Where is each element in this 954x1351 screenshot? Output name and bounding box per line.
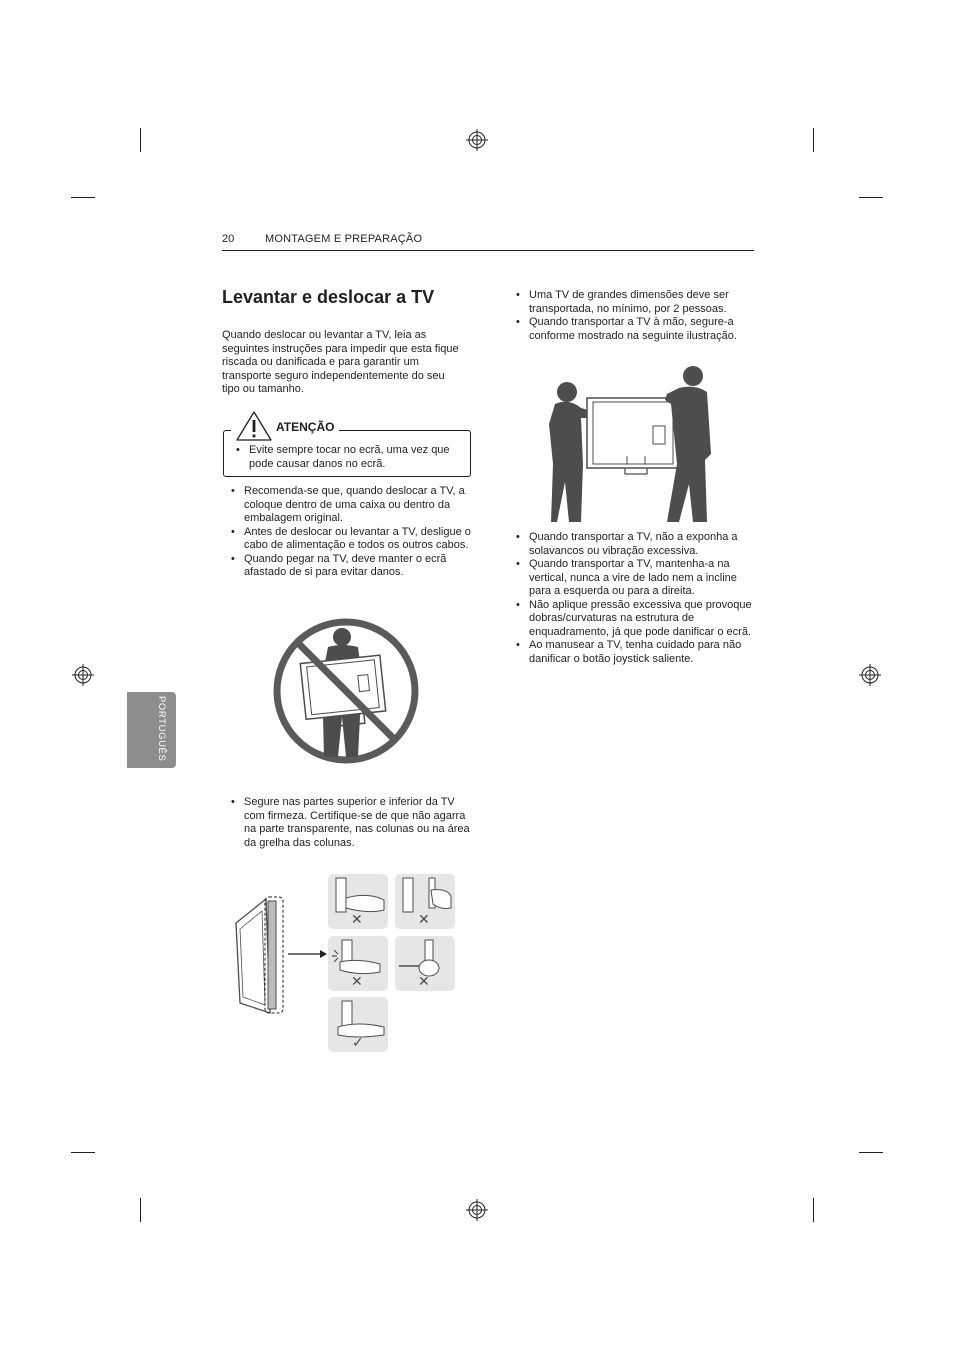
wrong-mark-icon: ✕ bbox=[351, 973, 363, 989]
grip-panel-wrong bbox=[395, 874, 455, 929]
list-item: • Uma TV de grandes dimensões deve ser transportada, no mínimo, por 2 pessoas. bbox=[507, 289, 752, 316]
list-item: • Quando pegar na TV, deve manter o ecrã afastado de si para evitar danos. bbox=[222, 553, 472, 580]
caution-label: ATENÇÃO bbox=[276, 420, 335, 434]
two-person-carry-illustration bbox=[547, 364, 715, 524]
section-title: MONTAGEM E PREPARAÇÃO bbox=[265, 233, 423, 245]
registration-mark-icon bbox=[466, 1199, 488, 1221]
list-item: • Ao manusear a TV, tenha cuidado para não danificar o botão joystick saliente. bbox=[507, 639, 752, 666]
registration-mark-icon bbox=[72, 664, 94, 686]
grip-panel-wrong bbox=[328, 936, 388, 991]
caution-list bbox=[227, 444, 463, 471]
tv-side-view-illustration bbox=[232, 893, 292, 1018]
grip-panel-wrong bbox=[328, 874, 388, 929]
crop-mark bbox=[813, 1198, 814, 1222]
grip-panel-wrong bbox=[395, 936, 455, 991]
list-item: • Quando transportar a TV à mão, segure-a conforme mostrado na seguinte ilustração. bbox=[507, 316, 752, 343]
crop-mark bbox=[140, 128, 141, 152]
intro-paragraph: Quando deslocar ou levantar a TV, leia as seguintes instruções para impedir que esta fique riscada ou danificada e para garantir um transporte seguro independentemente do seu tipo ou tamanho. bbox=[222, 329, 459, 395]
crop-mark bbox=[71, 197, 95, 198]
wrong-mark-icon: ✕ bbox=[418, 973, 430, 989]
correct-mark-icon: ✓ bbox=[352, 1034, 364, 1050]
crop-mark bbox=[813, 128, 814, 152]
language-tab-label: PORTUGUÊS bbox=[156, 696, 167, 762]
left-bullet-list bbox=[222, 485, 472, 580]
grip-panel-correct bbox=[328, 997, 388, 1052]
list-item: • Antes de deslocar ou levantar a TV, desligue o cabo de alimentação e todos os outros cabos. bbox=[222, 526, 472, 553]
list-item: • Quando transportar a TV, mantenha-a na vertical, nunca a vire de lado nem a incline para a esquerda ou para a direita. bbox=[507, 558, 752, 599]
wrong-mark-icon: ✕ bbox=[418, 911, 430, 927]
warning-icon bbox=[235, 410, 273, 442]
caution-item: • Evite sempre tocar no ecrã, uma vez que pode causar danos no ecrã. bbox=[227, 444, 463, 471]
crop-mark bbox=[71, 1152, 95, 1153]
right-bullet-list-top bbox=[507, 289, 752, 343]
header-divider bbox=[222, 250, 754, 251]
language-tab bbox=[127, 692, 176, 768]
left-bullet-list-2 bbox=[222, 796, 472, 850]
list-item: • Segure nas partes superior e inferior da TV com firmeza. Certifique-se de que não agarra na parte transparente, nas colunas ou na área da grelha das colunas. bbox=[222, 796, 472, 850]
crop-mark bbox=[859, 1152, 883, 1153]
page-title: Levantar e deslocar a TV bbox=[222, 287, 435, 307]
arrow-right-icon bbox=[288, 948, 328, 960]
registration-mark-icon bbox=[859, 664, 881, 686]
list-item: • Recomenda-se que, quando deslocar a TV, a coloque dentro de uma caixa ou dentro da embalagem original. bbox=[222, 485, 472, 526]
right-bullet-list-bottom bbox=[507, 531, 752, 666]
crop-mark bbox=[140, 1198, 141, 1222]
single-person-carry-prohibited-illustration bbox=[272, 617, 420, 765]
list-item: • Quando transportar a TV, não a exponha a solavancos ou vibração excessiva. bbox=[507, 531, 752, 558]
crop-mark bbox=[859, 197, 883, 198]
wrong-mark-icon: ✕ bbox=[351, 911, 363, 927]
list-item: • Não aplique pressão excessiva que provoque dobras/curvaturas na estrutura de enquadramento, já que pode danificar o ecrã. bbox=[507, 599, 752, 640]
page-number: 20 bbox=[222, 233, 235, 245]
registration-mark-icon bbox=[466, 129, 488, 151]
